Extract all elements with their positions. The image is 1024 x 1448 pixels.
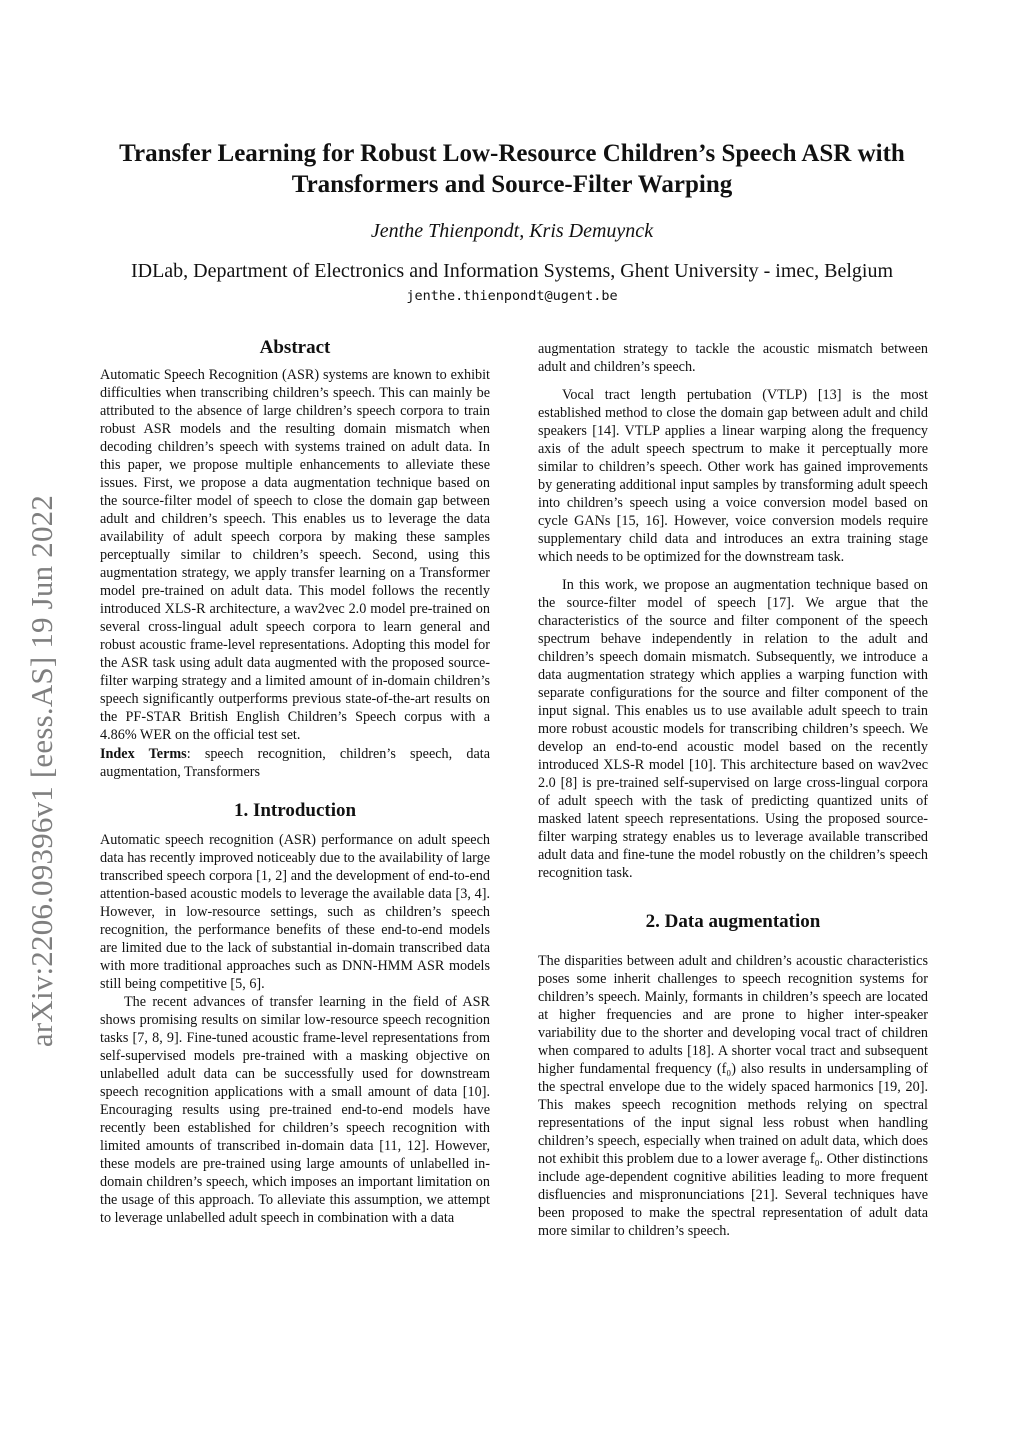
- arxiv-identifier: [22, 446, 62, 1096]
- author-email: jenthe.thienpondt@ugent.be: [406, 288, 618, 304]
- author-list: Jenthe Thienpondt, Kris Demuynck: [370, 220, 654, 242]
- arxiv-identifier-text: arXiv:2206.09396v1 [eess.AS] 19 Jun 2022: [24, 494, 59, 1048]
- introduction-heading: 1. Introduction: [233, 800, 357, 821]
- left-column: [100, 336, 490, 1227]
- data-augmentation-paragraph-1: The disparities between adult and children’s acoustic characteristics poses some inherit challenges to speech recognition systems for children’s speech. Mainly, formants in children’s speech are located at higher frequencies and are prone to higher inter-speaker variability due to the shorter and developing vocal tract of children when compared to adults [18]. A shorter vocal tract and subsequent higher fundamental frequency (f₀) also results in undersampling of the spectral envelope due to the widely spaced harmonics [19, 20]. This makes speech recognition methods relying on spectral representations of the input signal less robust when handling children’s speech, especially when trained on adult data, which does not exhibit this problem due to a lower average f₀. Other distinctions include age-dependent cognitive abilities leading to more frequent disfluencies and mispronunciations [21]. Several techniques have been proposed to make the spectral representation of adult data more similar to children’s speech.: [538, 953, 928, 1239]
- intro-paragraph-2-continued: augmentation strategy to tackle the acoustic mismatch between adult and children’s speech.: [538, 341, 928, 375]
- index-terms-label: Index Terms: [100, 746, 187, 762]
- paper-title: [100, 138, 924, 200]
- intro-paragraph-2: The recent advances of transfer learning in the field of ASR shows promising results on similar low-resource speech recognition tasks [7, 8, 9]. Fine-tuned acoustic frame-level representations from self-supervised models pre-trained with a masking objective on unlabelled adult data can be successfully used for downstream speech recognition applications with a small amount of data [10]. Encouraging results using pre-trained end-to-end models have recently been established for children’s speech recognition with limited amounts of transcribed in-domain data [11, 12]. However, these models are pre-trained using large amounts of unlabelled in-domain children’s speech, which imposes an important limitation on the usage of this approach. To alleviate this assumption, we attempt to leverage unlabelled adult speech in combination with a data: [100, 994, 490, 1226]
- data-augmentation-heading: 2. Data augmentation: [645, 911, 821, 932]
- abstract-heading: Abstract: [259, 337, 331, 358]
- index-terms-text: : speech recognition, children’s speech, data augmentation, Transformers: [100, 746, 490, 780]
- affiliation: IDLab, Department of Electronics and Information Systems, Ghent University - imec, Belgium: [130, 260, 894, 282]
- title-line-1: Transfer Learning for Robust Low-Resource Children’s Speech ASR with: [119, 140, 905, 167]
- intro-paragraph-4: In this work, we propose an augmentation technique based on the source-filter model of speech [17]. We argue that the characteristics of the source and filter component of the speech spectrum behave independently in relation to the adult and children’s speech domain mismatch. Subsequently, we introduce a data augmentation strategy which applies a warping function with separate configurations for the source and filter component of the input signal. This enables us to use available adult speech to train more robust acoustic models for transcribing children’s speech. We develop an end-to-end acoustic model based on the recently introduced XLS-R model [10]. This architecture based on wav2vec 2.0 [8] is pre-trained self-supervised on large cross-lingual corpora of adult speech with the task of predicting quantized units of masked latent speech representations. Using the proposed source-filter warping strategy enables us to leverage available transcribed adult data and fine-tune the model robustly on the children’s speech recognition task.: [538, 577, 928, 881]
- right-column: [538, 340, 928, 1240]
- abstract-text: Automatic Speech Recognition (ASR) systems are known to exhibit difficulties when transcribing children’s speech. This can mainly be attributed to the absence of large children’s speech corpora to train robust ASR models and the resulting domain mismatch when decoding children’s speech with systems trained on adult data. In this paper, we propose multiple enhancements to alleviate these issues. First, we propose a data augmentation technique based on the source-filter model of speech to close the domain gap between adult and children’s speech. This enables us to leverage the data availability of adult speech corpora by making these samples perceptually similar to children’s speech. Second, using this augmentation strategy, we apply transfer learning on a Transformer model pre-trained on adult data. This model follows the recently introduced XLS-R architecture, a wav2vec 2.0 model pre-trained on several cross-lingual adult speech corpora to learn general and robust acoustic frame-level representations. Adopting this model for the ASR task using adult data augmented with the proposed source-filter warping strategy and a limited amount of in-domain children’s speech significantly outperforms previous state-of-the-art results on the PF-STAR British English Children’s Speech corpus with a 4.86% WER on the official test set.: [100, 367, 490, 743]
- intro-paragraph-3: Vocal tract length pertubation (VTLP) [13] is the most established method to close the domain gap between adult and child speakers [14]. VTLP applies a linear warping along the frequency axis of the adult speech spectrum to make it perceptually more similar to children’s speech. Other work has gained improvements by generating additional input samples by transforming adult speech into children’s speech using a voice conversion model based on cycle GANs [15, 16]. However, voice conversion models require supplementary child data and introduces an extra training stage which needs to be optimized for the downstream task.: [538, 387, 928, 565]
- title-line-2: Transformers and Source-Filter Warping: [291, 171, 733, 198]
- index-terms: [100, 745, 490, 781]
- intro-paragraph-1: Automatic speech recognition (ASR) performance on adult speech data has recently improved noticeably due to the availability of large transcribed speech corpora [1, 2] and the development of end-to-end attention-based acoustic models to leverage the available data [3, 4]. However, in low-resource settings, such as children’s speech recognition, the performance benefits of these end-to-end models are limited due to the lack of substantial in-domain transcribed data with more traditional approaches such as DNN-HMM ASR models still being competitive [5, 6].: [100, 832, 490, 992]
